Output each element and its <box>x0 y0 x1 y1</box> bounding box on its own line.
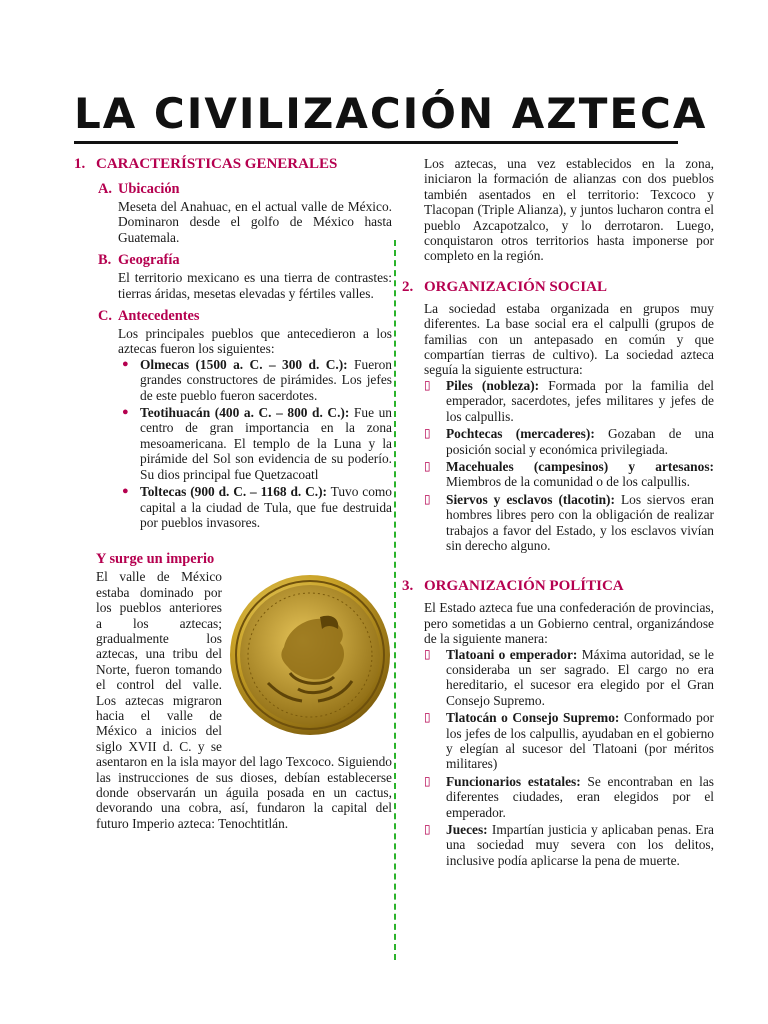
list-item: ▯ Siervos y esclavos (tlacotin): Los siervos eran hombres libres pero con la obligación de realizar trabajos a favor del Estado, y los esclavos vivían sin derecho alguno. <box>424 491 715 553</box>
list-item: ▯ Funcionarios estatales: Se encontraban en las diferentes ciudades, eran elegidos por el emperador. <box>424 773 714 820</box>
column-divider <box>394 240 396 960</box>
politica-intro: El Estado azteca fue una confederación de provincias, pero sometidas a un Gobierno central, organizándose de la siguiente manera: <box>424 600 714 647</box>
missing-glyph-box-icon: ▯ <box>424 710 431 725</box>
circle-bullet-icon: ● <box>122 357 129 370</box>
list-item: ● Toltecas (900 d. C. – 1168 d. C.): Tuvo como capital a la ciudad de Tula, que fue destruida por pueblos invasores. <box>118 484 392 530</box>
list-item: ● Olmecas (1500 a. C. – 300 d. C.): Fueron grandes constructores de pirámides. Los jefes de este pueblo fueron sacerdotes. <box>118 357 392 403</box>
page-title: LA CIVILIZACIÓN AZTECA <box>74 89 708 138</box>
missing-glyph-box-icon: ▯ <box>424 773 431 788</box>
surge-text: El valle de México estaba dominado por los pueblos anteriores a los aztecas; gradualmente los aztecas, una tribu del Norte, fueron tomando el control del valle. Los aztecas migraron hacia el valle de México a inicios del siglo XVII d. C. y se asentaron en la isla mayor del lago Texcoco. Siguiendo las instrucciones de sus dioses, debían establecerse donde observarán un águila posada en un cactus, devorando una cobra, así, fundaron la capital del futuro Imperio azteca: Tenochtitlán. <box>96 569 392 831</box>
title-underline <box>74 141 678 144</box>
list-item: ▯ Tlatocán o Consejo Supremo: Conformado por los jefes de los calpullis, ayudaban en el gobierno y elegían al sucesor del Tlatoani (por méritos militares) <box>424 710 714 772</box>
list-item: ▯ Tlatoani o emperador: Máxima autoridad, se le consideraba un ser sagrado. El cargo no era hereditario, el sucesor era elegido por el Gran Consejo Supremo. <box>424 646 714 708</box>
ubicacion-heading: A. Ubicación <box>98 181 180 197</box>
list-item: ▯ Jueces: Impartían justicia y aplicaban penas. Era una sociedad muy severa con los delitos, inclusive podía aplicarse la pena de muerte. <box>424 822 714 868</box>
antecedentes-heading: C. Antecedentes <box>98 308 200 325</box>
circle-bullet-icon: ● <box>122 406 129 419</box>
geografia-text: El territorio mexicano es una tierra de contrastes: tierras áridas, mesetas elevadas y fértiles valles. <box>118 270 392 301</box>
social-intro: La sociedad estaba organizada en grupos muy diferentes. La base social era el calpulli (grupos de familias con un antepasado en común y que compartían tierras de cultivo). La sociedad azteca seguía la siguiente estructura: <box>424 300 714 378</box>
surge-heading: Y surge un imperio <box>96 551 215 568</box>
missing-glyph-box-icon: ▯ <box>424 491 431 506</box>
surge-block <box>96 569 392 831</box>
alianzas-text: Los aztecas, una vez establecidos en la zona, iniciaron la formación de alianzas con dos pueblos también asentados en el territorio: Texcoco y Tlacopan (Triple Alianza), y juntos lucharon contra el pueblo Azcapotzalco, y lo derrotaron. Luego, conquistaron otros territorios hasta imponerse por completo en la región. <box>424 156 714 264</box>
missing-glyph-box-icon: ▯ <box>424 377 431 392</box>
list-item: ▯ Pochtecas (mercaderes): Gozaban de una posición social y económica privilegiada. <box>424 426 714 457</box>
missing-glyph-box-icon: ▯ <box>424 458 431 473</box>
section-1-heading: 1. CARACTERÍSTICAS GENERALES <box>74 156 338 172</box>
missing-glyph-box-icon: ▯ <box>424 426 431 441</box>
left-column <box>74 155 392 831</box>
antecedentes-intro: Los principales pueblos que antecedieron a los aztecas fueron los siguientes: <box>118 326 392 357</box>
politica-list <box>424 647 714 869</box>
circle-bullet-icon: ● <box>122 485 129 498</box>
mexican-eagle-coin-icon <box>228 573 392 737</box>
list-item: ● Teotihuacán (400 a. C. – 800 d. C.): Fue un centro de gran importancia en la zona mesoamericana. El templo de la Luna y la pirámide del Sol son evidencia de su poderío. Su dios principal fue Quetzacoatl <box>118 405 392 482</box>
right-column <box>402 156 714 870</box>
missing-glyph-box-icon: ▯ <box>424 822 431 837</box>
section-3-heading: 3. ORGANIZACIÓN POLÍTICA <box>402 578 624 595</box>
missing-glyph-box-icon: ▯ <box>424 646 431 661</box>
geografia-heading: B. Geografía <box>98 252 180 269</box>
ubicacion-text: Meseta del Anahuac, en el actual valle de México. Dominaron desde el golfo de México hasta Guatemala. <box>118 199 392 245</box>
list-item: ▯ Piles (nobleza): Formada por la familia del emperador, sacerdotes, jefes militares y jefes de los calpullis. <box>424 377 714 424</box>
antecedentes-list <box>118 357 392 530</box>
section-2-heading: 2. ORGANIZACIÓN SOCIAL <box>402 278 607 295</box>
list-item: ▯ Macehuales (campesinos) y artesanos: Miembros de la comunidad o de los calpullis. <box>424 458 714 490</box>
social-list <box>424 378 714 553</box>
